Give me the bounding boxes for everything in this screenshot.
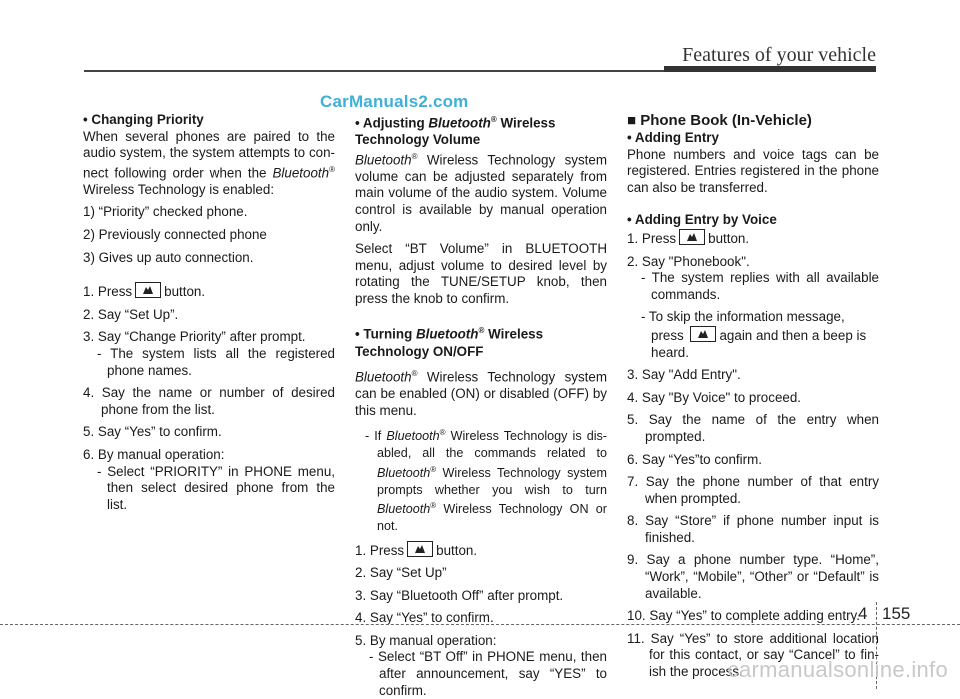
step-6: 6. Say “Yes”to confirm.: [627, 451, 762, 467]
step-1: 1. Press button.: [627, 230, 750, 246]
heading-turning-on-off: • Turning Bluetooth® Wireless Technology ON/OFF: [355, 326, 544, 359]
page-number: 155: [882, 604, 911, 623]
footer-rule: [0, 624, 960, 625]
header-rule: [84, 70, 664, 72]
paragraph-adding-entry: Phone numbers and voice tags can be registered. Entries registered in the phone can also be transferred.: [627, 146, 879, 195]
heading-adding-entry: • Adding Entry: [627, 130, 719, 145]
heading-adjusting-volume: • Adjusting Bluetooth® Wireless Technology Volume: [355, 115, 556, 148]
step-5-sub: - Select “BT Off” in PHONE menu, then after announcement, say “YES” to confirm.: [369, 649, 607, 698]
talk-button-icon: [407, 541, 433, 557]
step-3: 3. Say “Bluetooth Off” after prompt.: [355, 587, 564, 603]
step-2: 2. Say “Set Up”: [355, 565, 447, 581]
list-item: 2) Previously connected phone: [83, 227, 267, 243]
chapter-number: 4: [858, 604, 868, 623]
paragraph-intro: When several phones are paired to the audio system, the system attempts to con-nect following order when the Bluetooth® Wireless Technology is enabled:: [83, 128, 335, 197]
paragraph-bt-volume: Select “BT Volume” in BLUETOOTH menu, adjust volume to desired level by rotating the TUNE/SETUP knob, then press the knob to confirm.: [355, 241, 607, 306]
step-6: 6. By manual operation:: [83, 446, 225, 462]
paragraph-on-off: Bluetooth® Wireless Technology system can be enabled (ON) or disabled (OFF) by this menu.: [355, 369, 607, 418]
heading-changing-priority: • Changing Priority: [83, 112, 204, 127]
column-1: [83, 112, 335, 513]
list-item: 1) “Priority” checked phone.: [83, 204, 248, 220]
watermark-top[interactable]: CarManuals2.com: [320, 92, 469, 111]
step-4: 4. Say "By Voice" to proceed.: [627, 389, 802, 405]
talk-button-icon: [135, 282, 161, 298]
step-11: 11. Say “Yes” to store additional location for this contact, or say “Cancel” to fin-ish the process.: [627, 630, 879, 680]
watermark-bottom[interactable]: carmanualsonline.info: [727, 657, 948, 682]
header-title: Features of your vehicle: [682, 44, 876, 66]
step-2-sub-1: - The system replies with all available commands.: [641, 270, 879, 302]
header-bar: [664, 66, 876, 72]
step-2: 2. Say "Phonebook".: [627, 253, 750, 269]
step-9: 9. Say a phone number type. “Home”, “Work”, “Mobile”, “Other” or “Default” is available.: [627, 552, 879, 601]
step-5: 5. Say “Yes” to confirm.: [83, 424, 222, 440]
step-1: 1. Press button.: [83, 284, 206, 300]
section-phone-book: ■ Phone Book (In-Vehicle): [627, 112, 812, 129]
step-10: 10. Say “Yes” to complete adding entry.: [627, 608, 860, 624]
step-5: 5. By manual operation:: [355, 632, 497, 648]
step-4: 4. Say the name or number of desired phone from the list.: [83, 385, 335, 417]
step-6-sub: - Select “PRIORITY” in PHONE menu, then select desired phone from the list.: [97, 463, 335, 512]
step-8: 8. Say “Store” if phone number input is finished.: [627, 513, 879, 545]
column-3: [627, 112, 879, 681]
step-2-sub-2: - To skip the information message, press again and then a beep is heard.: [641, 309, 867, 360]
paragraph-volume: Bluetooth® Wireless Technology system volume can be adjusted separately from main volume of the audio system. Volume control is available by manual operation only.: [355, 151, 607, 234]
talk-button-icon: [679, 229, 705, 245]
step-3: 3. Say “Change Priority” after prompt.: [83, 329, 306, 345]
note-disabled: - If Bluetooth® Wireless Technology is dis-abled, all the commands related to Bluetooth® Wireless Technology system prompts whether you wish to turn Bluetooth® Wireless Technology ON or not.: [365, 428, 607, 533]
step-1: 1. Press button.: [355, 542, 478, 558]
list-item: 3) Gives up auto connection.: [83, 249, 254, 265]
step-5: 5. Say the name of the entry when prompted.: [627, 412, 879, 444]
step-4: 4. Say “Yes” to confirm.: [355, 610, 494, 626]
talk-button-icon: [690, 326, 716, 342]
step-3: 3. Say "Add Entry".: [627, 367, 741, 383]
column-2: [355, 112, 607, 699]
heading-adding-entry-voice: • Adding Entry by Voice: [627, 212, 777, 228]
step-7: 7. Say the phone number of that entry when prompted.: [627, 474, 879, 506]
step-3-sub: - The system lists all the registered phone names.: [97, 346, 335, 378]
step-2: 2. Say “Set Up”.: [83, 306, 179, 322]
